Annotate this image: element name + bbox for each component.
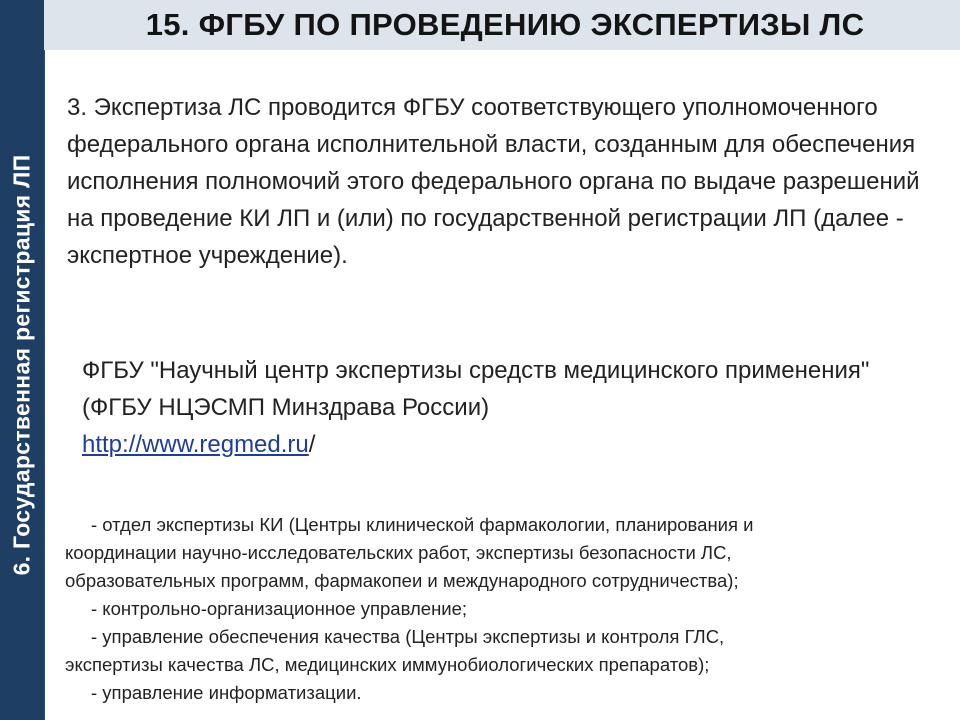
- title-bar: [44, 0, 960, 50]
- organization-block: [82, 352, 942, 463]
- page-title: 15. ФГБУ ПО ПРОВЕДЕНИЮ ЭКСПЕРТИЗЫ ЛС: [145, 7, 865, 42]
- list-item: - управление обеспечения качества (Центры экспертизы и контроля ГЛС,: [91, 626, 725, 647]
- list-item: - контрольно-организационное управление;: [91, 598, 468, 619]
- departments-list: [65, 511, 955, 707]
- sidebar: [0, 0, 45, 720]
- list-item-continuation: образовательных программ, фармакопеи и международного сотрудничества);: [65, 570, 739, 591]
- main-paragraph: 3. Экспертиза ЛС проводится ФГБУ соответствующего уполномоченного федерального органа исполнительной власти, созданным для обеспечения исполнения полномочий этого федерального органа по выдаче разрешений на проведение КИ ЛП и (или) по государственной регистрации ЛП (далее - экспертное учреждение).: [67, 94, 920, 269]
- organization-name: ФГБУ "Научный центр экспертизы средств медицинского применения" (ФГБУ НЦЭСМП Минздрава России): [82, 357, 870, 421]
- list-item: - отдел экспертизы КИ (Центры клинической фармакологии, планирования и: [91, 514, 754, 535]
- list-item-continuation: экспертизы качества ЛС, медицинских иммунобиологических препаратов);: [65, 654, 710, 675]
- organization-link-suffix: /: [308, 431, 316, 458]
- sidebar-section-label: 6. Государственная регистрация ЛП: [8, 154, 35, 576]
- list-item-continuation: координации научно-исследовательских работ, экспертизы безопасности ЛС,: [65, 542, 732, 563]
- list-item: - управление информатизации.: [91, 682, 362, 703]
- organization-link[interactable]: http://www.regmed.ru: [82, 431, 309, 458]
